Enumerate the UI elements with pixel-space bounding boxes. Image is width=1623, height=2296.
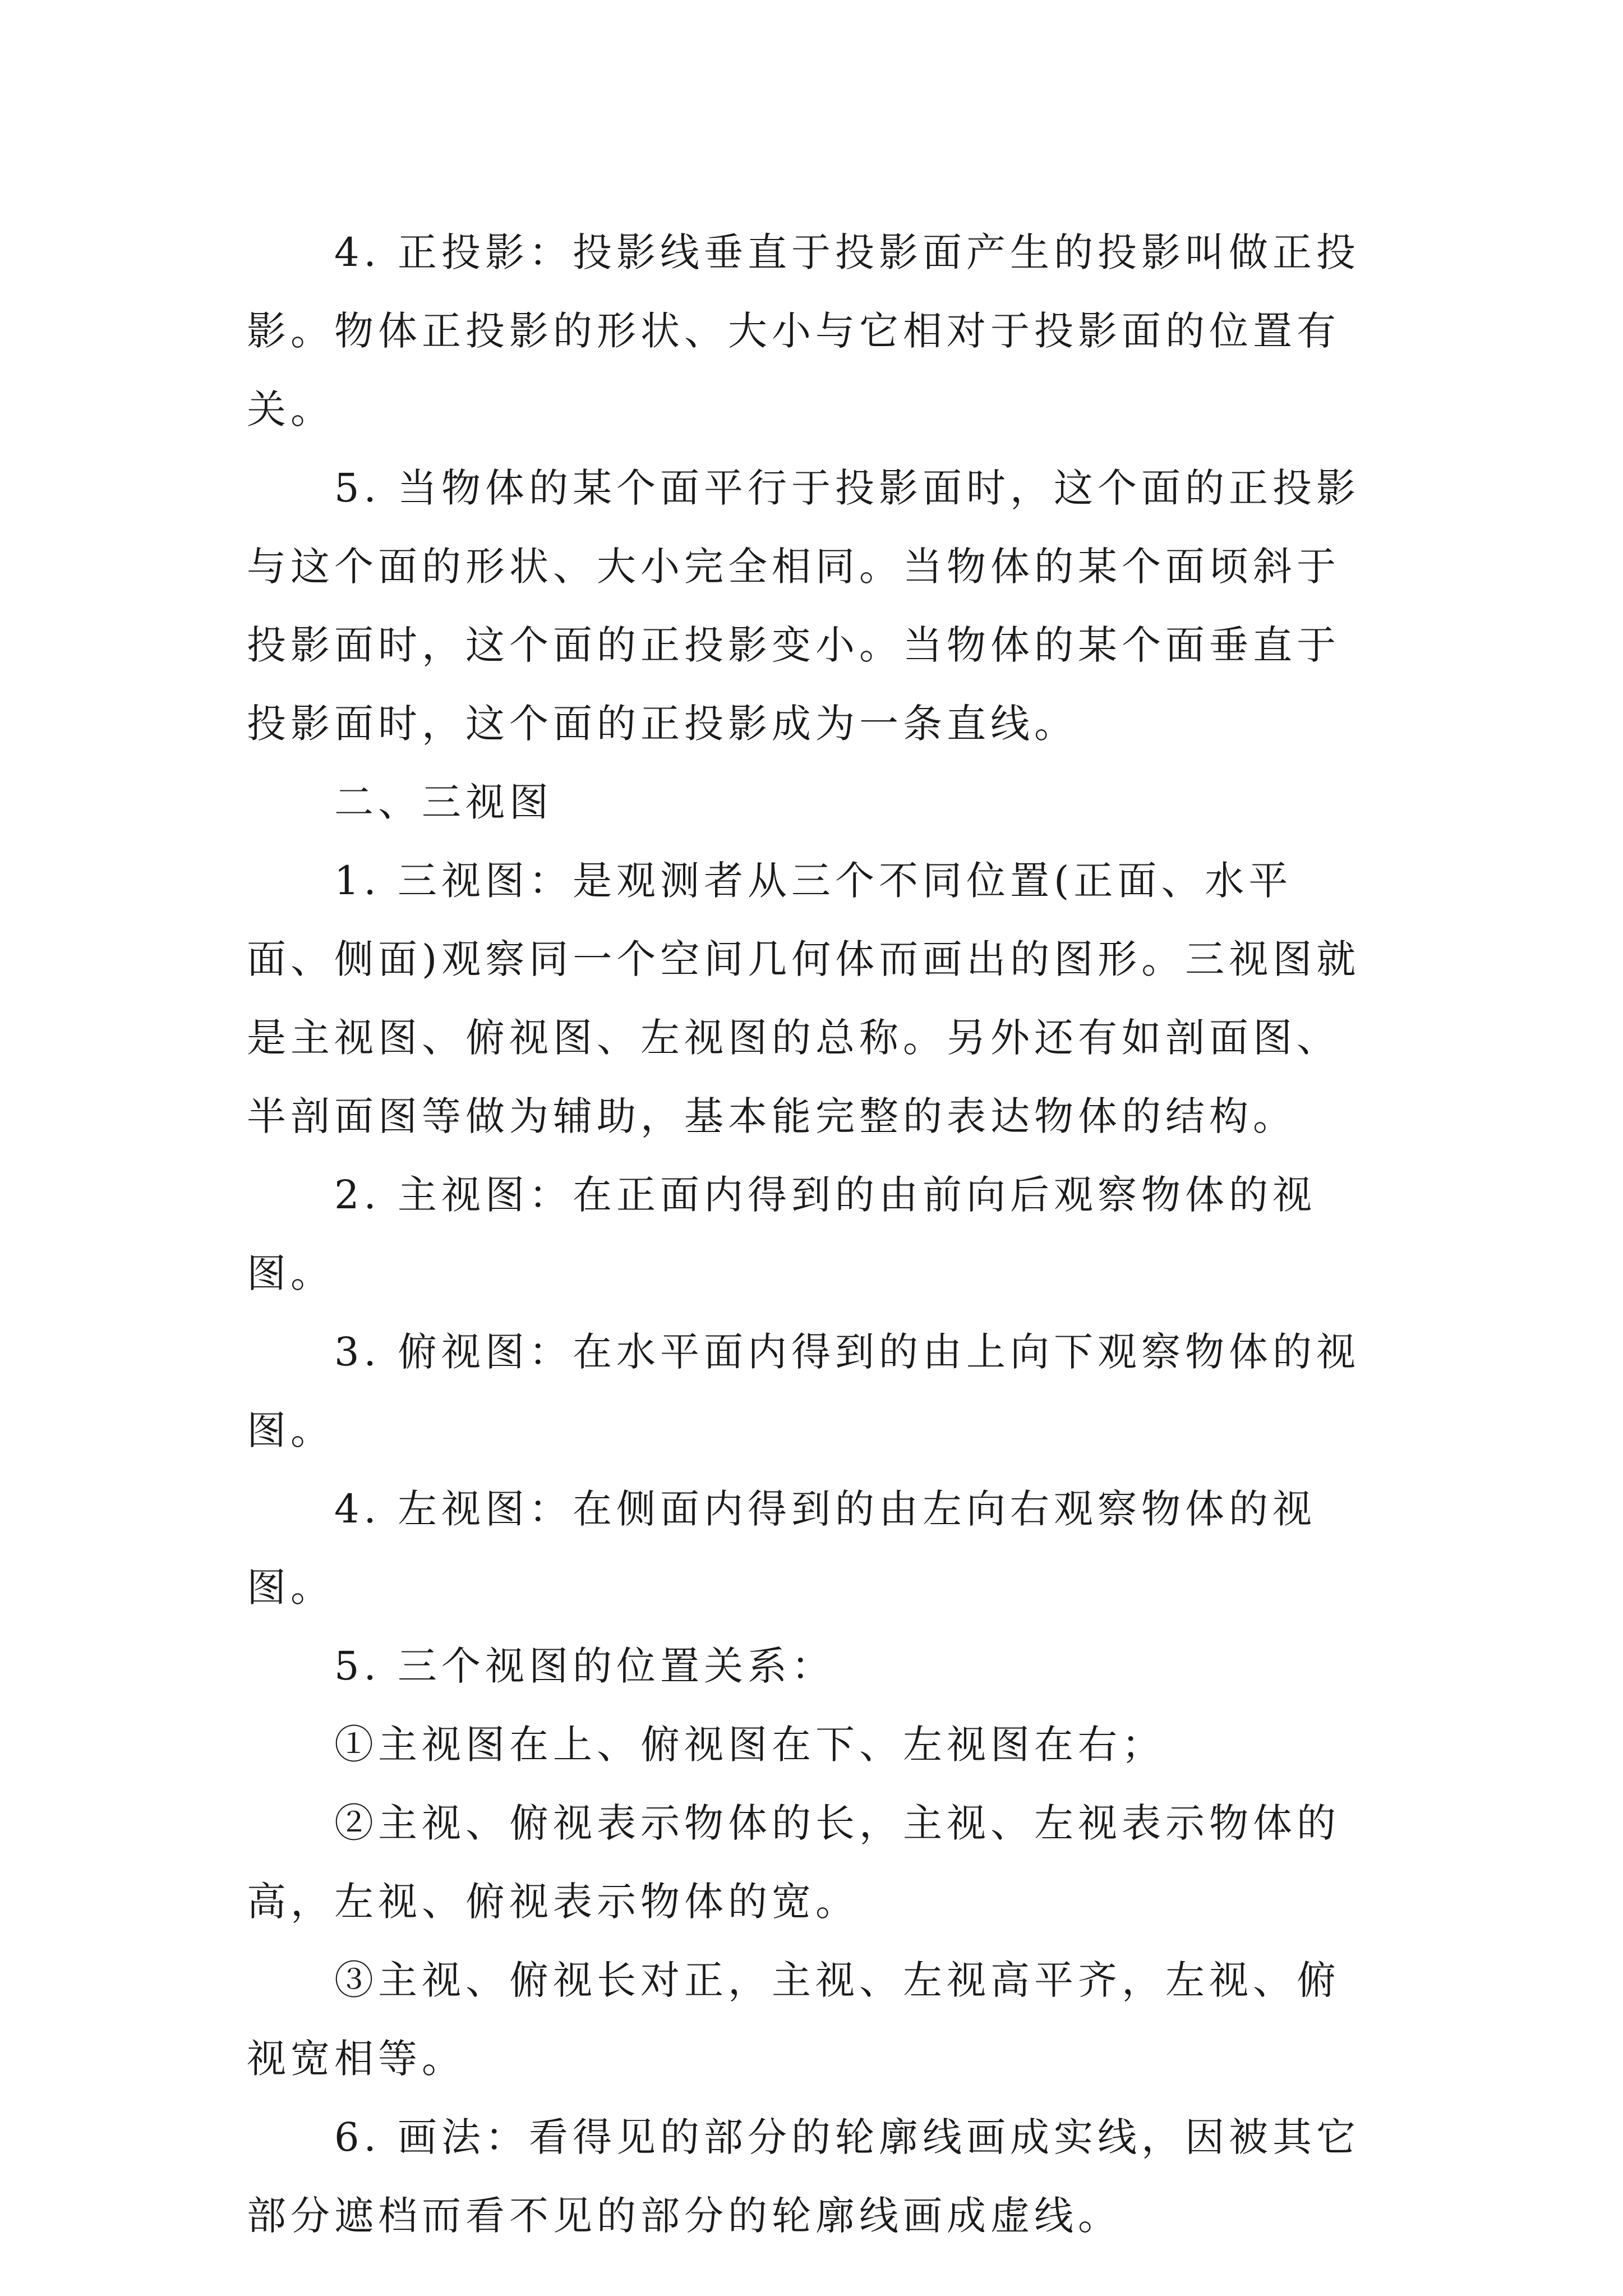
list-item-relation-1: ①主视图在上、俯视图在下、左视图在右；: [334, 1722, 1165, 1768]
paragraph-face-parallel-rule: 5. 当物体的某个面平行于投影面时，这个面的正投影与这个面的形状、大小完全相同。当物体的某个面顷斜于投影面时，这个面的正投影变小。当物体的某个面垂直于投影面时，这个面的正投影成为一条直线。: [247, 465, 1361, 747]
paragraph-three-views-definition: 1. 三视图：是观测者从三个不同位置(正面、水平面、侧面)观察同一个空间几何体而画出的图形。三视图就是主视图、俯视图、左视图的总称。另外还有如剖面图、半剖面图等做为辅助，基本能完整的表达物体的结构。: [247, 858, 1361, 1139]
paragraph-top-view: 3. 俯视图：在水平面内得到的由上向下观察物体的视图。: [247, 1329, 1361, 1453]
list-item-relation-3: ③主视、俯视长对正，主视、左视高平齐，左视、俯视宽相等。: [247, 1957, 1340, 2082]
paragraph-drawing-method: 6. 画法：看得见的部分的轮廓线画成实线，因被其它部分遮档而看不见的部分的轮廓线画成虚线。: [247, 2114, 1361, 2239]
paragraph-view-relations: 5. 三个视图的位置关系：: [334, 1643, 836, 1689]
section-heading-three-views: 二、三视图: [334, 779, 553, 825]
paragraph-left-view: 4. 左视图：在侧面内得到的由左向右观察物体的视图。: [247, 1486, 1317, 1611]
paragraph-orthographic-projection: 4. 正投影：投影线垂直于投影面产生的投影叫做正投影。物体正投影的形状、大小与它相对于投影面的位置有关。: [247, 229, 1361, 432]
document-body: [247, 213, 1374, 2255]
paragraph-front-view: 2. 主视图：在正面内得到的由前向后观察物体的视图。: [247, 1172, 1317, 1296]
list-item-relation-2: ②主视、俯视表示物体的长，主视、左视表示物体的高，左视、俯视表示物体的宽。: [247, 1800, 1340, 1925]
